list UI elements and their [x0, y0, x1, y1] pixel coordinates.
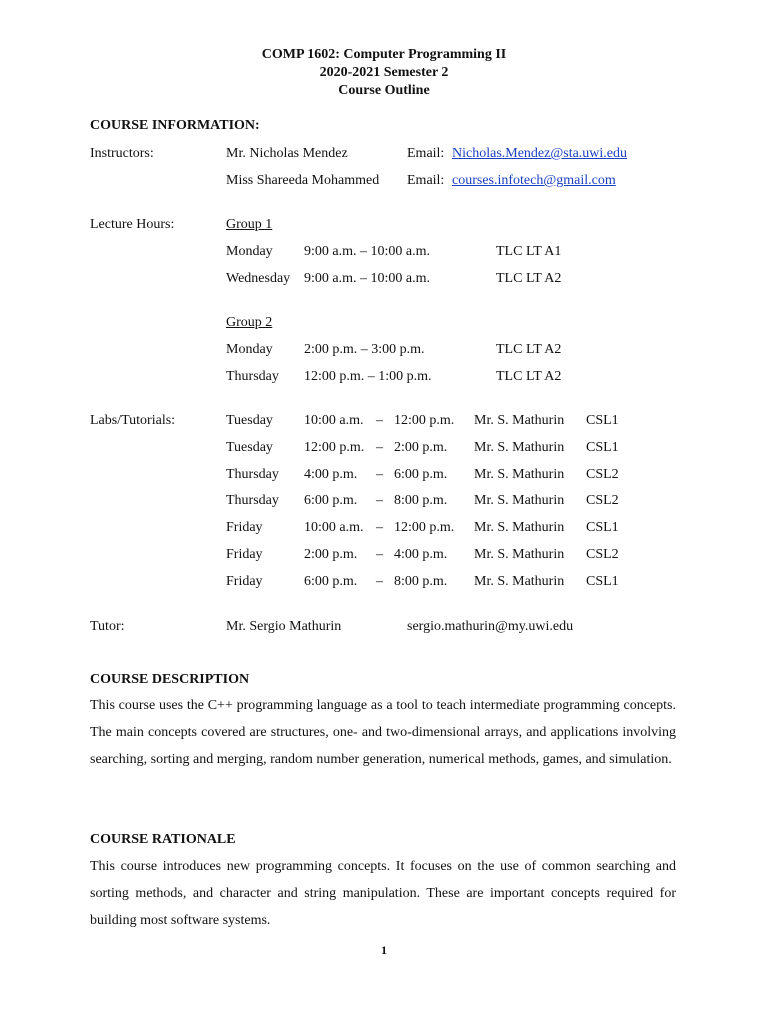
lab-day: Tuesday	[226, 439, 273, 455]
lab-time-dash: –	[376, 520, 383, 536]
lab-tutor: Mr. S. Mathurin	[474, 573, 565, 589]
lab-start-time: 4:00 p.m.	[304, 466, 358, 482]
lab-tutor: Mr. S. Mathurin	[474, 547, 565, 562]
lab-end-time: 6:00 p.m.	[394, 466, 448, 482]
lab-end-time: 8:00 p.m.	[394, 573, 448, 589]
tutor-label: Tutor:	[90, 619, 125, 634]
lab-tutor: Mr. S. Mathurin	[474, 413, 565, 428]
lecture-room: TLC LT A2	[496, 369, 562, 384]
lecture-time: 9:00 a.m. – 10:00 a.m.	[304, 244, 430, 259]
lecture-day: Wednesday	[226, 271, 291, 286]
lab-time-dash: –	[376, 439, 383, 455]
lab-day: Friday	[226, 573, 263, 589]
lab-room: CSL1	[586, 573, 619, 589]
lecture-hours-label: Lecture Hours:	[90, 217, 175, 232]
lecture-time: 9:00 a.m. – 10:00 a.m.	[304, 271, 430, 286]
lab-room: CSL1	[586, 413, 619, 428]
course-rationale-heading: COURSE RATIONALE	[90, 832, 236, 847]
tutor-name: Mr. Sergio Mathurin	[226, 619, 342, 634]
lab-tutor: Mr. S. Mathurin	[474, 520, 565, 536]
lecture-room: TLC LT A2	[496, 342, 562, 357]
lab-time-dash: –	[376, 493, 383, 509]
email-label: Email:	[407, 173, 445, 188]
lecture-day: Monday	[226, 342, 273, 357]
lecture-time: 2:00 p.m. – 3:00 p.m.	[304, 342, 425, 357]
instructor-email-link[interactable]: Nicholas.Mendez@sta.uwi.edu	[452, 146, 628, 161]
course-rationale-text: This course introduces new programming concepts. It focuses on the use of common searching and sorting methods, and character and string manipulation. These are important concepts required for building most software systems.	[90, 859, 676, 928]
lab-day: Thursday	[226, 493, 279, 509]
lab-end-time: 2:00 p.m.	[394, 439, 448, 455]
lab-start-time: 6:00 p.m.	[304, 493, 358, 509]
lab-room: CSL2	[586, 466, 619, 482]
lab-start-time: 10:00 a.m.	[304, 520, 364, 536]
lab-time-dash: –	[376, 466, 383, 482]
group-heading: Group 2	[226, 315, 273, 330]
lab-room: CSL2	[586, 493, 619, 509]
lab-tutor: Mr. S. Mathurin	[474, 439, 565, 455]
lab-end-time: 12:00 p.m.	[394, 520, 455, 536]
lab-start-time: 10:00 a.m.	[304, 413, 364, 428]
lab-time-dash: –	[376, 547, 383, 562]
lab-time-dash: –	[376, 413, 383, 428]
lab-day: Tuesday	[226, 413, 273, 428]
lab-day: Friday	[226, 547, 263, 562]
instructor-email-link[interactable]: courses.infotech@gmail.com	[452, 173, 616, 188]
outline-line: Course Outline	[338, 83, 430, 98]
lab-day: Thursday	[226, 466, 279, 482]
course-information-heading: COURSE INFORMATION:	[90, 118, 260, 133]
lab-room: CSL1	[586, 520, 619, 536]
group-heading: Group 1	[226, 217, 273, 232]
lab-room: CSL1	[586, 439, 619, 455]
lab-day: Friday	[226, 520, 263, 536]
lab-tutor: Mr. S. Mathurin	[474, 493, 565, 509]
lecture-day: Monday	[226, 244, 273, 259]
lab-end-time: 4:00 p.m.	[394, 547, 448, 562]
email-label: Email:	[407, 146, 445, 161]
lab-tutor: Mr. S. Mathurin	[474, 466, 565, 482]
instructor-name: Mr. Nicholas Mendez	[226, 146, 348, 161]
lab-start-time: 2:00 p.m.	[304, 547, 358, 562]
instructor-name: Miss Shareeda Mohammed	[226, 173, 380, 188]
lecture-time: 12:00 p.m. – 1:00 p.m.	[304, 369, 432, 384]
lecture-day: Thursday	[226, 369, 279, 384]
lab-time-dash: –	[376, 573, 383, 589]
course-title: COMP 1602: Computer Programming II	[261, 47, 507, 62]
lab-start-time: 12:00 p.m.	[304, 439, 365, 455]
lab-end-time: 12:00 p.m.	[394, 413, 455, 428]
course-description-text: This course uses the C++ programming language as a tool to teach intermediate programming concepts. The main concepts covered are structures, one- and two-dimensional arrays, and applications involving searching, sorting and merging, random number generation, numerical methods, games, and simulation.	[90, 698, 676, 767]
lab-room: CSL2	[586, 547, 619, 562]
lecture-room: TLC LT A1	[496, 244, 562, 259]
lab-end-time: 8:00 p.m.	[394, 493, 448, 509]
course-description-heading: COURSE DESCRIPTION	[90, 672, 250, 687]
lecture-room: TLC LT A2	[496, 271, 562, 286]
labs-tutorials-label: Labs/Tutorials:	[90, 413, 176, 428]
instructors-label: Instructors:	[90, 146, 154, 161]
page-number: 1	[381, 943, 387, 957]
semester-line: 2020-2021 Semester 2	[319, 65, 449, 80]
lab-start-time: 6:00 p.m.	[304, 573, 358, 589]
tutor-email: sergio.mathurin@my.uwi.edu	[407, 619, 574, 634]
